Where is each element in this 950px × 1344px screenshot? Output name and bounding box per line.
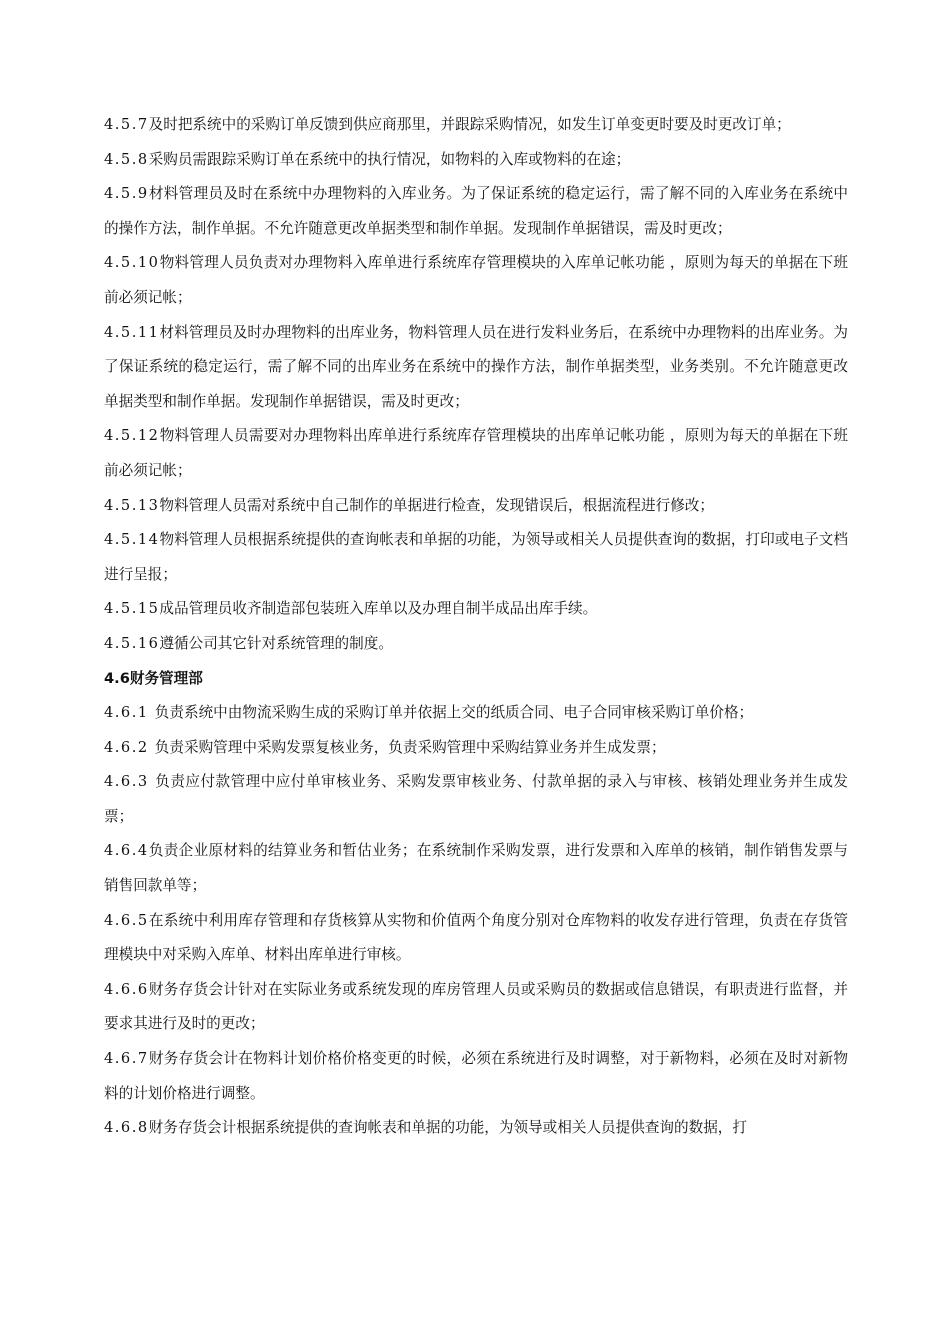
- paragraph-4-5-16: [104, 627, 848, 662]
- clause-text: 物料管理人员需对系统中自己制作的单据进行检查，发现错误后，根据流程进行修改；: [159, 496, 714, 514]
- clause-text: 物料管理人员根据系统提供的查询帐表和单据的功能，为领导或相关人员提供查询的数据，打印或电子文档进行呈报；: [104, 531, 848, 583]
- paragraph-4-6-8: [104, 1111, 848, 1146]
- clause-text: 财务存货会计针对在实际业务或系统发现的库房管理人员或采购员的数据或信息错误，有职责进行监督，并要求其进行及时的更改；: [104, 980, 848, 1033]
- clause-text: 物料管理人员需要对办理物料出库单进行系统库存管理模块的出库单记帐功能 ，原则为每天的单据在下班前必须记帐；: [104, 427, 848, 479]
- paragraph-4-6-6: [104, 973, 848, 1042]
- paragraph-4-6-3: [104, 765, 848, 834]
- paragraph-4-6-7: [104, 1042, 848, 1111]
- clause-text: 负责企业原材料的结算业务和暂估业务；在系统制作采购发票，进行发票和入库单的核销，制作销售发票与销售回款单等；: [104, 842, 848, 895]
- clause-text: 成品管理员收齐制造部包装班入库单以及办理自制半成品出库手续。: [159, 600, 598, 618]
- paragraph-4-5-9: [104, 177, 848, 246]
- paragraph-4-5-7: [104, 108, 848, 143]
- clause-number: 4.5.14: [104, 531, 160, 549]
- clause-text: 采购员需跟踪采购订单在系统中的执行情况，如物料的入库或物料的在途；: [148, 150, 631, 168]
- clause-number: 4.6.1: [104, 704, 155, 722]
- clause-number: 4.6.5: [104, 911, 149, 929]
- clause-text: 财务存货会计根据系统提供的查询帐表和单据的功能，为领导或相关人员提供查询的数据，打: [148, 1119, 747, 1137]
- paragraph-4-5-13: [104, 489, 848, 524]
- clause-number: 4.6.6: [104, 980, 149, 998]
- document-page: [104, 108, 848, 1146]
- section-heading: 4.6财务管理部: [104, 669, 203, 687]
- clause-number: 4.5.11: [104, 323, 160, 341]
- clause-text: 遵循公司其它针对系统管理的制度。: [159, 634, 393, 652]
- paragraph-4-5-15: [104, 592, 848, 627]
- clause-number: 4.5.10: [104, 254, 160, 272]
- clause-number: 4.5.16: [104, 634, 160, 652]
- paragraph-4-5-8: [104, 143, 848, 178]
- clause-number: 4.5.8: [104, 150, 149, 168]
- paragraph-4-6-4: [104, 834, 848, 903]
- clause-number: 4.6.2: [104, 738, 155, 756]
- clause-number: 4.6.8: [104, 1119, 149, 1137]
- clause-number: 4.6.4: [104, 842, 149, 860]
- clause-number: 4.5.13: [104, 496, 160, 514]
- paragraph-4-5-11: [104, 316, 848, 420]
- paragraph-4-6-1: [104, 696, 848, 731]
- clause-text: 负责系统中由物流采购生成的采购订单并依据上交的纸质合同、电子合同审核采购订单价格；: [154, 704, 754, 722]
- clause-text: 负责应付款管理中应付单审核业务、采购发票审核业务、付款单据的录入与审核、核销处理业务并生成发票；: [104, 773, 848, 825]
- paragraph-4-5-12: [104, 419, 848, 488]
- paragraph-4-6-2: [104, 731, 848, 766]
- clause-number: 4.5.9: [104, 185, 149, 203]
- clause-text: 材料管理员及时在系统中办理物料的入库业务。为了保证系统的稳定运行，需了解不同的入库业务在系统中的操作方法，制作单据。不允许随意更改单据类型和制作单据。发现制作单据错误，需及时更改；: [104, 185, 848, 237]
- clause-number: 4.5.7: [104, 116, 149, 133]
- clause-number: 4.5.12: [104, 427, 160, 445]
- clause-number: 4.6.7: [104, 1050, 149, 1068]
- clause-number: 4.5.15: [104, 600, 160, 618]
- clause-text: 材料管理员及时办理物料的出库业务，物料管理人员在进行发料业务后，在系统中办理物料的出库业务。为了保证系统的稳定运行，需了解不同的出库业务在系统中的操作方法，制作单据类型，业务类别。不允许随意更改单据类型和制作单据。发现制作单据错误，需及时更改；: [104, 323, 848, 410]
- clause-text: 财务存货会计在物料计划价格价格变更的时候，必须在系统进行及时调整，对于新物料，必须在及时对新物料的计划价格进行调整。: [104, 1050, 848, 1102]
- clause-text: 物料管理人员负责对办理物料入库单进行系统库存管理模块的入库单记帐功能 ，原则为每天的单据在下班前必须记帐；: [104, 254, 848, 306]
- paragraph-4-5-10: [104, 246, 848, 315]
- clause-text: 在系统中利用库存管理和存货核算从实物和价值两个角度分别对仓库物料的收发存进行管理，负责在存货管理模块中对采购入库单、材料出库单进行审核。: [104, 911, 848, 964]
- clause-text: 及时把系统中的采购订单反馈到供应商那里，并跟踪采购情况，如发生订单变更时要及时更改订单；: [148, 116, 791, 133]
- paragraph-4-6-5: [104, 904, 848, 973]
- paragraph-4-5-14: [104, 523, 848, 592]
- clause-number: 4.6.3: [104, 773, 156, 791]
- clause-text: 负责采购管理中采购发票复核业务，负责采购管理中采购结算业务并生成发票；: [154, 738, 666, 756]
